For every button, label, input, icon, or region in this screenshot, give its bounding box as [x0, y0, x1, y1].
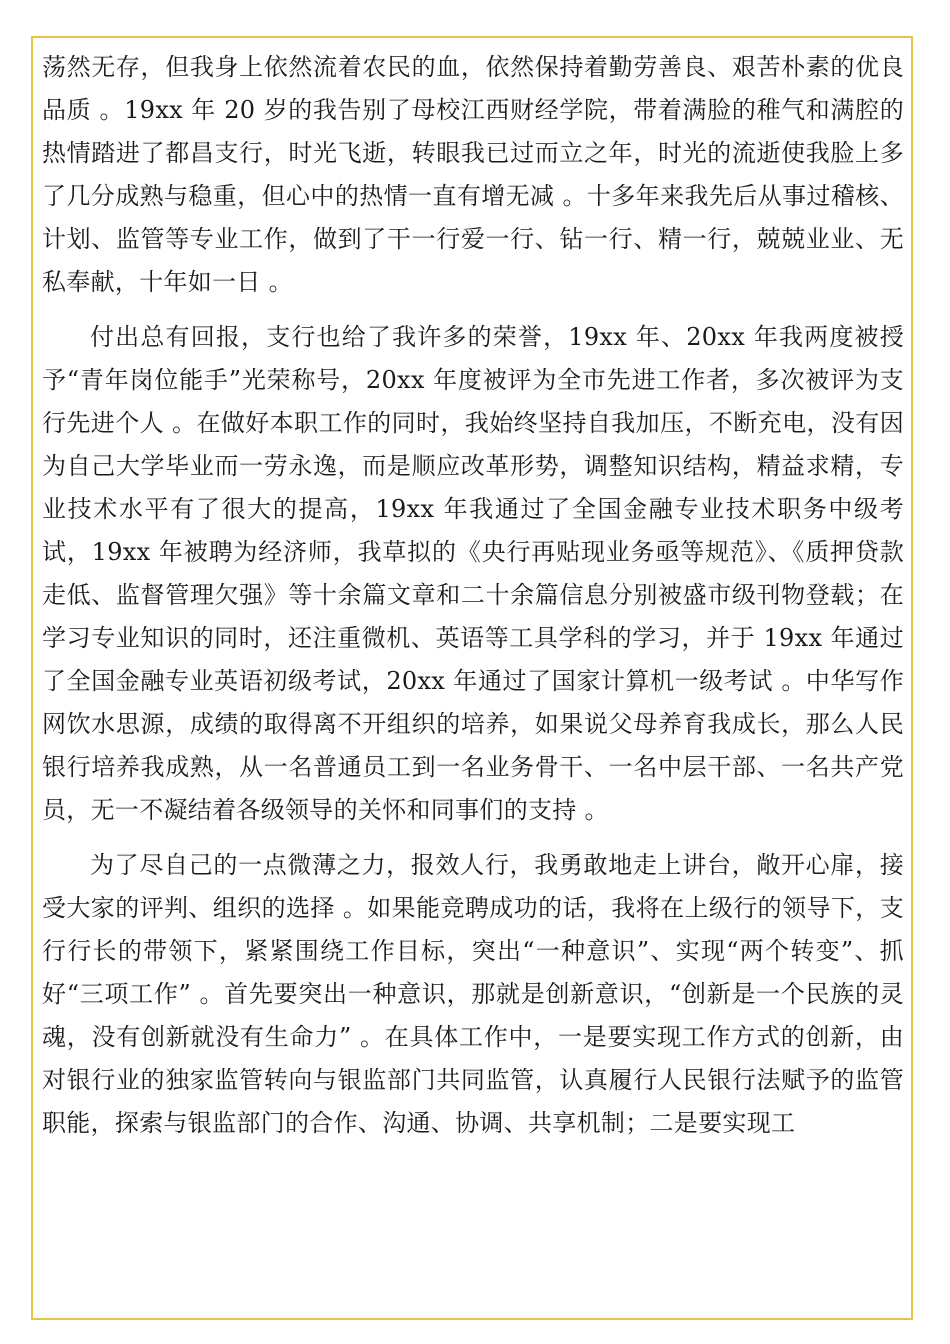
page-frame [31, 36, 913, 1320]
paragraph-1: 荡然无存，但我身上依然流着农民的血，依然保持着勤劳善良、艰苦朴素的优良品质 。19xx 年 20 岁的我告别了母校江西财经学院，带着满脸的稚气和满腔的热情踏进了都昌支行，时光飞逝，转眼我已过而立之年，时光的流逝使我脸上多了几分成熟与稳重，但心中的热情一直有增无减 。十多年来我先后从事过稽核、计划、监管等专业工作，做到了干一行爱一行、钻一行、精一行，兢兢业业、无私奉献，十年如一日 。 [42, 53, 904, 296]
paragraph-2: 付出总有回报，支行也给了我许多的荣誉，19xx 年、20xx 年我两度被授予“青年岗位能手”光荣称号，20xx 年度被评为全市先进工作者，多次被评为支行先进个人 。在做好本职工作的同时，我始终坚持自我加压，不断充电，没有因为自己大学毕业而一劳永逸，而是顺应改革形势，调整知识结构，精益求精，专业技术水平有了很大的提高，19xx 年我通过了全国金融专业技术职务中级考试，19xx 年被聘为经济师，我草拟的《央行再贴现业务亟等规范》、《质押贷款走低、监督管理欠强》等十余篇文章和二十余篇信息分别被盛市级刊物登载；在学习专业知识的同时，还注重微机、英语等工具学科的学习，并于 19xx 年通过了全国金融专业英语初级考试，20xx 年通过了国家计算机一级考试 。中华写作网饮水思源，成绩的取得离不开组织的培养，如果说父母养育我成长，那么人民银行培养我成熟，从一名普通员工到一名业务骨干、一名中层干部、一名共产党员，无一不凝结着各级领导的关怀和同事们的支持 。 [42, 323, 904, 824]
paragraph-3: 为了尽自己的一点微薄之力，报效人行，我勇敢地走上讲台，敞开心扉，接受大家的评判、组织的选择 。如果能竞聘成功的话，我将在上级行的领导下，支行行长的带领下，紧紧围绕工作目标，突出“一种意识”、实现“两个转变”、抓好“三项工作” 。首先要突出一种意识，那就是创新意识，“创新是一个民族的灵魂，没有创新就没有生命力” 。在具体工作中，一是要实现工作方式的创新，由对银行业的独家监管转向与银监部门共同监管，认真履行人民银行法赋予的监管职能，探索与银监部门的合作、沟通、协调、共享机制；二是要实现工 [42, 851, 904, 1137]
document-body [42, 46, 904, 1157]
